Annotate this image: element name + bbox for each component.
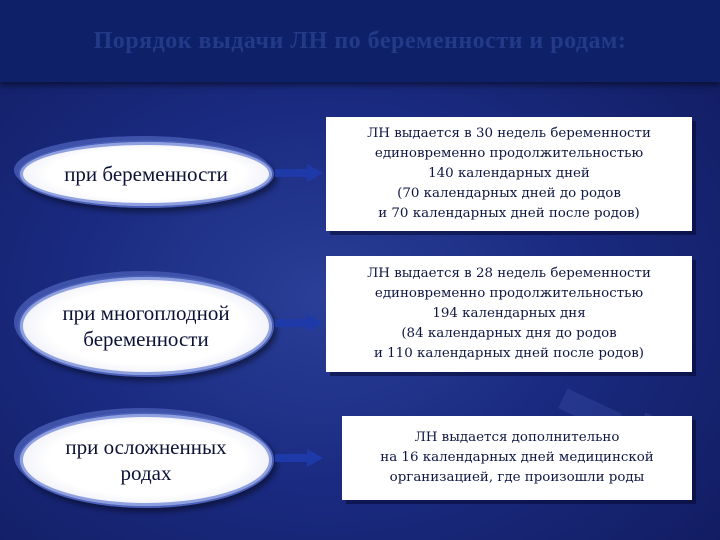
title-bar [0,0,720,82]
condition-oval-multiple-pregnancy [18,275,274,377]
description-box-complicated-birth [342,416,692,500]
condition-label: при беременности [64,162,228,186]
description-text: ЛН выдается в 30 недель беременности единовременно продолжительностью 140 календарных дней (70 календарных дней до родов и 70 календарных дней после родов) [367,126,651,221]
condition-label: при многоплодной беременности [62,301,230,351]
description-text: ЛН выдается дополнительно на 16 календарных дней медицинской организацией, где произошли роды [380,430,654,485]
condition-label: при осложненных родах [65,435,227,485]
description-box-pregnancy [326,117,692,231]
arrow-right-icon [275,314,323,332]
condition-oval-complicated-birth [18,412,274,508]
description-box-multiple-pregnancy [326,256,692,372]
arrow-right-icon [275,449,323,467]
condition-oval-pregnancy [18,140,274,208]
arrow-right-icon [275,164,323,182]
page-title: Порядок выдачи ЛН по беременности и родам: [93,27,627,54]
description-text: ЛН выдается в 28 недель беременности единовременно продолжительностью 194 календарных дня (84 календарных дня до родов и 110 календарных дней после родов) [367,266,651,361]
